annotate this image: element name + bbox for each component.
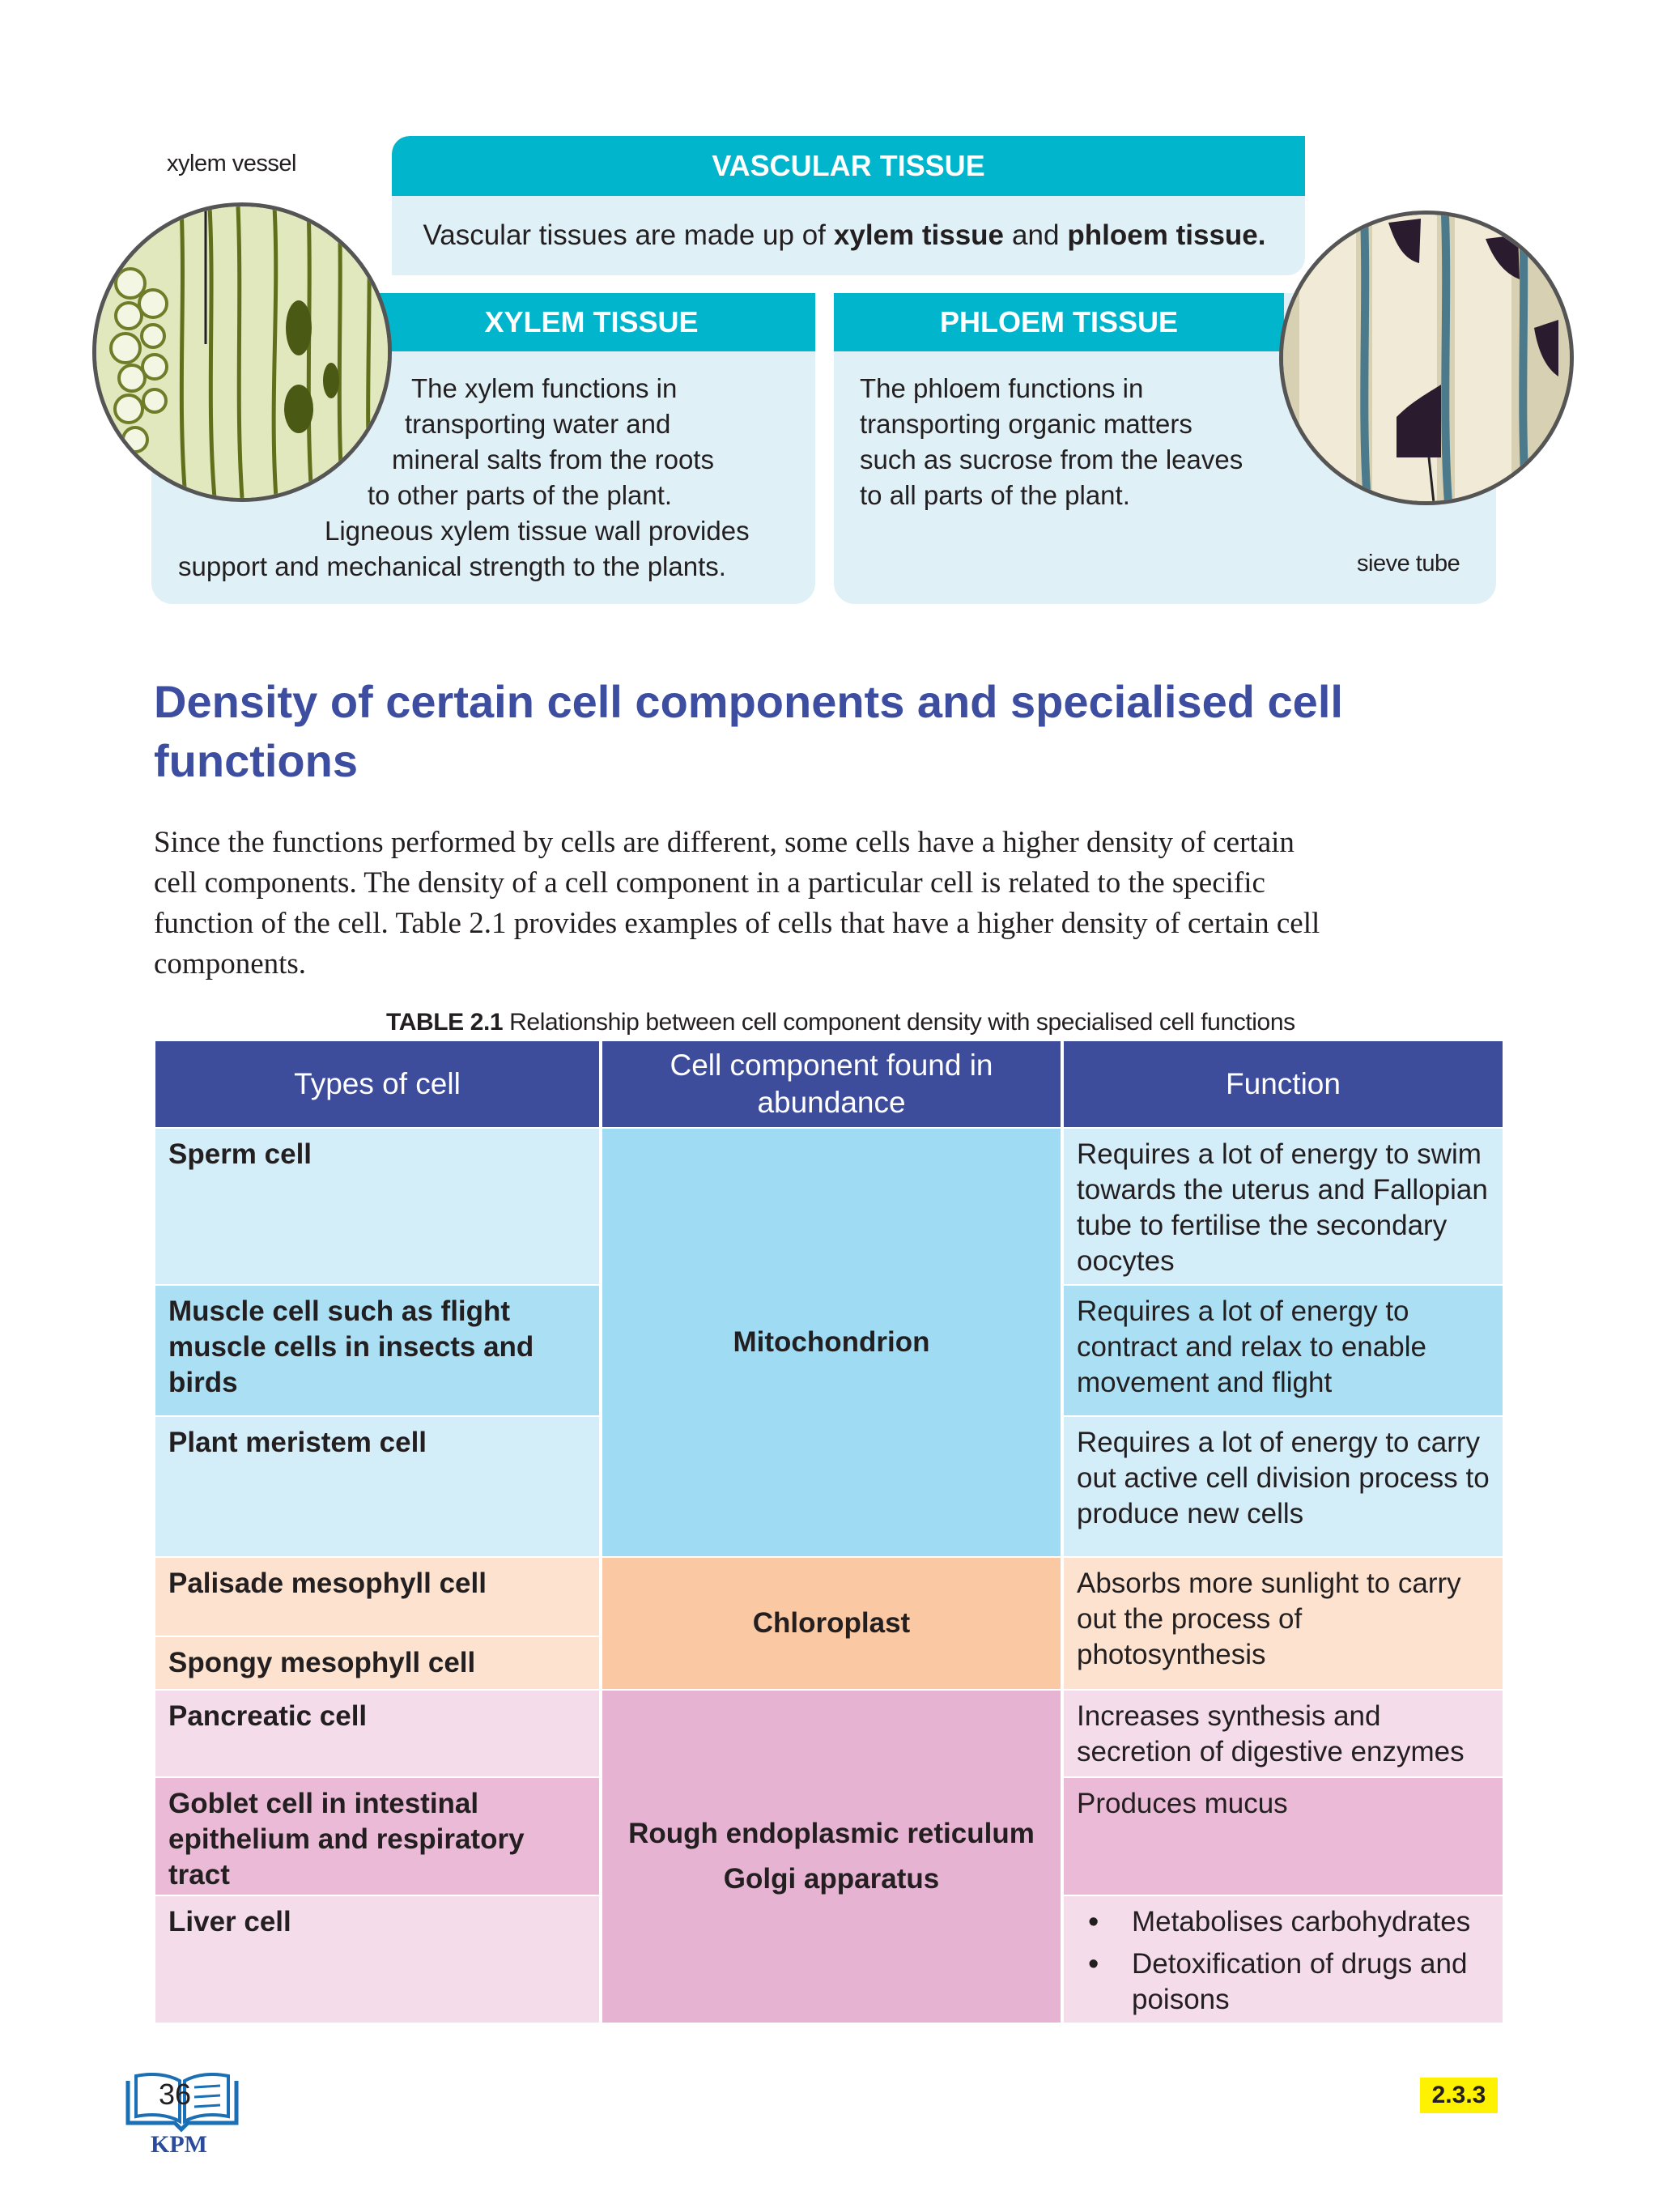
phloem-line: such as sucrose from the leaves bbox=[860, 445, 1244, 474]
vascular-term-phloem: phloem tissue. bbox=[1067, 219, 1266, 251]
xylem-line: Ligneous xylem tissue wall provides bbox=[325, 516, 750, 546]
publisher-logo-text: KPM bbox=[151, 2131, 207, 2158]
function-bullet: • Detoxification of drugs and poisons bbox=[1077, 1946, 1490, 2018]
table-header-types-of-cell: Types of cell bbox=[155, 1041, 599, 1127]
table-header-function: Function bbox=[1064, 1041, 1503, 1127]
xylem-vessel-label: xylem vessel bbox=[167, 151, 296, 177]
component-rer: Rough endoplasmic reticulum bbox=[628, 1818, 1035, 1849]
xylem-micrograph-drawing bbox=[96, 206, 388, 498]
table-row-function-list bbox=[1064, 1896, 1503, 2023]
syllabus-code-badge: 2.3.3 bbox=[1420, 2078, 1498, 2113]
phloem-tissue-text bbox=[860, 371, 1243, 513]
table-row-function: Produces mucus bbox=[1064, 1778, 1503, 1895]
table-row-cell-type: Plant meristem cell bbox=[155, 1417, 599, 1556]
table-caption-text: Relationship between cell component density with specialised cell functions bbox=[509, 1009, 1295, 1036]
page-number: 36 bbox=[159, 2078, 192, 2111]
component-golgi: Golgi apparatus bbox=[723, 1863, 940, 1895]
vascular-text-mid: and bbox=[1012, 219, 1060, 251]
table-row-cell-type: Liver cell bbox=[155, 1896, 599, 2023]
table-row-cell-type: Muscle cell such as flight muscle cells in insects and birds bbox=[155, 1286, 599, 1415]
table-row-cell-type: Pancreatic cell bbox=[155, 1691, 599, 1776]
xylem-line: support and mechanical strength to the plants. bbox=[178, 551, 726, 581]
vascular-tissue-title: VASCULAR TISSUE bbox=[392, 136, 1305, 196]
component-rer-golgi bbox=[602, 1691, 1061, 2023]
table-caption-label: TABLE 2.1 bbox=[386, 1009, 504, 1036]
xylem-line: transporting water and bbox=[405, 409, 671, 439]
paragraph-line: Since the functions performed by cells are different, some cells have a higher density of certain bbox=[154, 826, 1295, 859]
phloem-line: to all parts of the plant. bbox=[860, 480, 1130, 510]
xylem-line: The xylem functions in bbox=[411, 373, 678, 403]
section-paragraph bbox=[154, 823, 1482, 985]
xylem-line: mineral salts from the roots bbox=[392, 445, 714, 474]
vascular-term-xylem: xylem tissue bbox=[833, 219, 1005, 251]
table-row-function: Requires a lot of energy to contract and relax to enable movement and flight bbox=[1064, 1286, 1503, 1415]
phloem-tissue-title: PHLOEM TISSUE bbox=[834, 293, 1284, 351]
table-row-function: Requires a lot of energy to carry out active cell division process to produce new cells bbox=[1064, 1417, 1503, 1556]
paragraph-line: cell components. The density of a cell component in a particular cell is related to the specific bbox=[154, 866, 1265, 900]
section-heading-line: functions bbox=[154, 735, 358, 786]
table-row-function: Absorbs more sunlight to carry out the process of photosynthesis bbox=[1064, 1558, 1503, 1689]
xylem-tissue-title: XYLEM TISSUE bbox=[368, 293, 815, 351]
table-row-function: Requires a lot of energy to swim towards the uterus and Fallopian tube to fertilise the secondary oocytes bbox=[1064, 1129, 1503, 1284]
table-row-cell-type: Goblet cell in intestinal epithelium and respiratory tract bbox=[155, 1778, 599, 1895]
table-caption bbox=[386, 1009, 1295, 1036]
xylem-line: to other parts of the plant. bbox=[368, 480, 673, 510]
vascular-tissue-box bbox=[392, 136, 1305, 275]
function-bullet: • Metabolises carbohydrates bbox=[1077, 1904, 1490, 1940]
table-header-component: Cell component found in abundance bbox=[602, 1041, 1061, 1127]
table-row-cell-type: Sperm cell bbox=[155, 1129, 599, 1284]
vascular-tissue-text bbox=[392, 196, 1305, 275]
phloem-micrograph-image bbox=[1279, 211, 1574, 505]
component-mitochondrion: Mitochondrion bbox=[602, 1129, 1061, 1556]
paragraph-line: function of the cell. Table 2.1 provides examples of cells that have a higher density of certain cell bbox=[154, 907, 1320, 940]
cell-component-table bbox=[155, 1041, 1503, 2023]
paragraph-line: components. bbox=[154, 947, 307, 981]
table-row-function: Increases synthesis and secretion of digestive enzymes bbox=[1064, 1691, 1503, 1776]
phloem-line: The phloem functions in bbox=[860, 373, 1144, 403]
section-heading-line: Density of certain cell components and specialised cell bbox=[154, 676, 1343, 727]
component-chloroplast: Chloroplast bbox=[602, 1558, 1061, 1689]
phloem-micrograph-drawing bbox=[1283, 215, 1571, 503]
phloem-line: transporting organic matters bbox=[860, 409, 1192, 439]
section-heading bbox=[154, 672, 1417, 790]
table-row-cell-type: Spongy mesophyll cell bbox=[155, 1637, 599, 1689]
sieve-tube-label: sieve tube bbox=[1357, 551, 1460, 576]
table-row-cell-type: Palisade mesophyll cell bbox=[155, 1558, 599, 1636]
vascular-text-pre: Vascular tissues are made up of bbox=[423, 219, 826, 251]
xylem-micrograph-image bbox=[92, 202, 392, 502]
